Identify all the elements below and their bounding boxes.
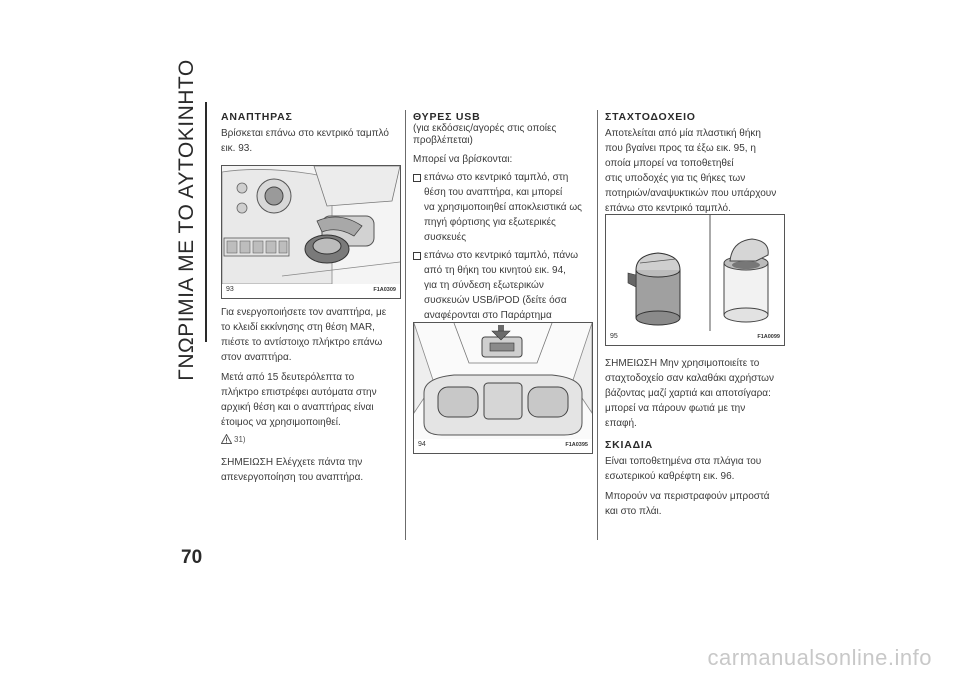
note-line: ΣΗΜΕΙΩΣΗ Μην χρησιμοποιείτε το (605, 358, 760, 369)
side-rule (205, 102, 207, 342)
watermark: carmanualsonline.info (707, 645, 932, 670)
column-3 (605, 111, 785, 216)
text-line: έτοιμος να χρησιμοποιηθεί. (221, 417, 341, 428)
figure-code: F1A0309 (373, 287, 396, 293)
section-heading-sunvisors: ΣΚΙΑΔΙΑ (605, 439, 654, 451)
figure-number: 95 (610, 333, 618, 340)
text-line: αρχική θέση και ο αναπτήρας είναι (221, 402, 374, 413)
bullet-square-icon (413, 174, 421, 182)
figure-93 (221, 165, 401, 299)
figure-94 (413, 322, 593, 454)
text-line: στις υποδοχές για τις θήκες των (605, 173, 746, 184)
text-line: Αποτελείται από μία πλαστική θήκη (605, 128, 761, 139)
ashtray-illustration (606, 215, 784, 331)
bullet-square-icon (413, 252, 421, 260)
column-divider (405, 110, 406, 540)
note-line: ΣΗΜΕΙΩΣΗ Ελέγχετε πάντα την (221, 457, 363, 468)
section-heading-lighter: ΑΝΑΠΤΗΡΑΣ (221, 111, 293, 123)
note-line: σταχτοδοχείο σαν καλαθάκι αχρήστων (605, 373, 774, 384)
subtitle-line: (για εκδόσεις/αγορές στις οποίες (413, 123, 557, 134)
warning-reference: 31) (234, 435, 246, 444)
note-line: απενεργοποίηση του αναπτήρα. (221, 472, 364, 483)
figure-code: F1A0099 (757, 334, 780, 340)
section-heading-ashtray: ΣΤΑΧΤΟΔΟΧΕΙΟ (605, 111, 696, 123)
text-line: οποία μπορεί να τοποθετηθεί (605, 158, 734, 169)
text-line: Μπορούν να περιστραφούν μπροστά (605, 491, 770, 502)
column-3-body (605, 356, 785, 519)
text-line: επάνω στο κεντρικό ταμπλό. (605, 203, 731, 214)
text-line: εσωτερικού καθρέφτη εικ. 96. (605, 471, 735, 482)
note-line: επαφή. (605, 418, 637, 429)
text-line: Είναι τοποθετημένα στα πλάγια του (605, 456, 762, 467)
text-line: το κλειδί εκκίνησης στη θέση MAR, (221, 322, 375, 333)
figure-95 (605, 214, 785, 346)
page-number: 70 (181, 547, 203, 568)
column-1 (221, 111, 399, 156)
text-line: και στο πλάι. (605, 506, 662, 517)
note-line: βάζοντας μαζί χαρτιά και αποτσίγαρα: (605, 388, 771, 399)
text-line: εικ. 93. (221, 143, 253, 154)
text-line: θέση του αναπτήρα, και μπορεί (424, 187, 563, 198)
usb-location-list (413, 170, 593, 338)
figure-code: F1A0395 (565, 442, 588, 448)
subtitle-line: προβλέπεται) (413, 135, 473, 146)
column-1-body (221, 305, 399, 485)
text-line: πιέστε το αντίστοιχο πλήκτρο επάνω (221, 337, 383, 348)
list-item (413, 170, 593, 245)
text-line: επάνω στο κεντρικό ταμπλό, στη (424, 172, 569, 183)
text-line: Μετά από 15 δευτερόλεπτα το (221, 372, 355, 383)
text-line: ποτηριών/αναψυκτικών που υπάρχουν (605, 188, 777, 199)
text-line: από τη θήκη του κινητού εικ. 94, (424, 265, 566, 276)
text-line: Για ενεργοποιήσετε τον αναπτήρα, με (221, 307, 387, 318)
text-line: πλήκτρο επιστρέφει αυτόματα στην (221, 387, 377, 398)
text-line: επάνω στο κεντρικό ταμπλό, πάνω (424, 250, 579, 261)
intro-text: Μπορεί να βρίσκονται: (413, 154, 513, 165)
text-line: για τη σύνδεση εξωτερικών (424, 280, 544, 291)
section-heading-usb: ΘΥΡΕΣ USB (413, 111, 481, 123)
text-line: αναφέρονται στο Παράρτημα (424, 310, 552, 321)
column-2 (413, 111, 593, 338)
column-divider (597, 110, 598, 540)
text-line: συσκευών USB/iPOD (δείτε όσα (424, 295, 567, 306)
text-line: πηγή φόρτισης για εξωτερικές (424, 217, 556, 228)
text-line: στον αναπτήρα. (221, 352, 292, 363)
text-line: που βγαίνει προς τα έξω εικ. 95, η (605, 143, 756, 154)
warning-triangle-icon (221, 434, 232, 444)
usb-port-illustration (414, 323, 592, 439)
side-chapter-title: ΓΝΩΡΙΜΙΑ ΜΕ ΤΟ ΑΥΤΟΚΙΝΗΤΟ (175, 59, 198, 381)
text-line: να χρησιμοποιηθεί αποκλειστικά ως (424, 202, 582, 213)
figure-number: 93 (226, 286, 234, 293)
text-line: Βρίσκεται επάνω στο κεντρικό ταμπλό (221, 128, 389, 139)
note-line: μπορεί να πάρουν φωτιά με την (605, 403, 746, 414)
text-line: συσκευές (424, 232, 467, 243)
lighter-illustration (222, 166, 400, 284)
figure-number: 94 (418, 441, 426, 448)
